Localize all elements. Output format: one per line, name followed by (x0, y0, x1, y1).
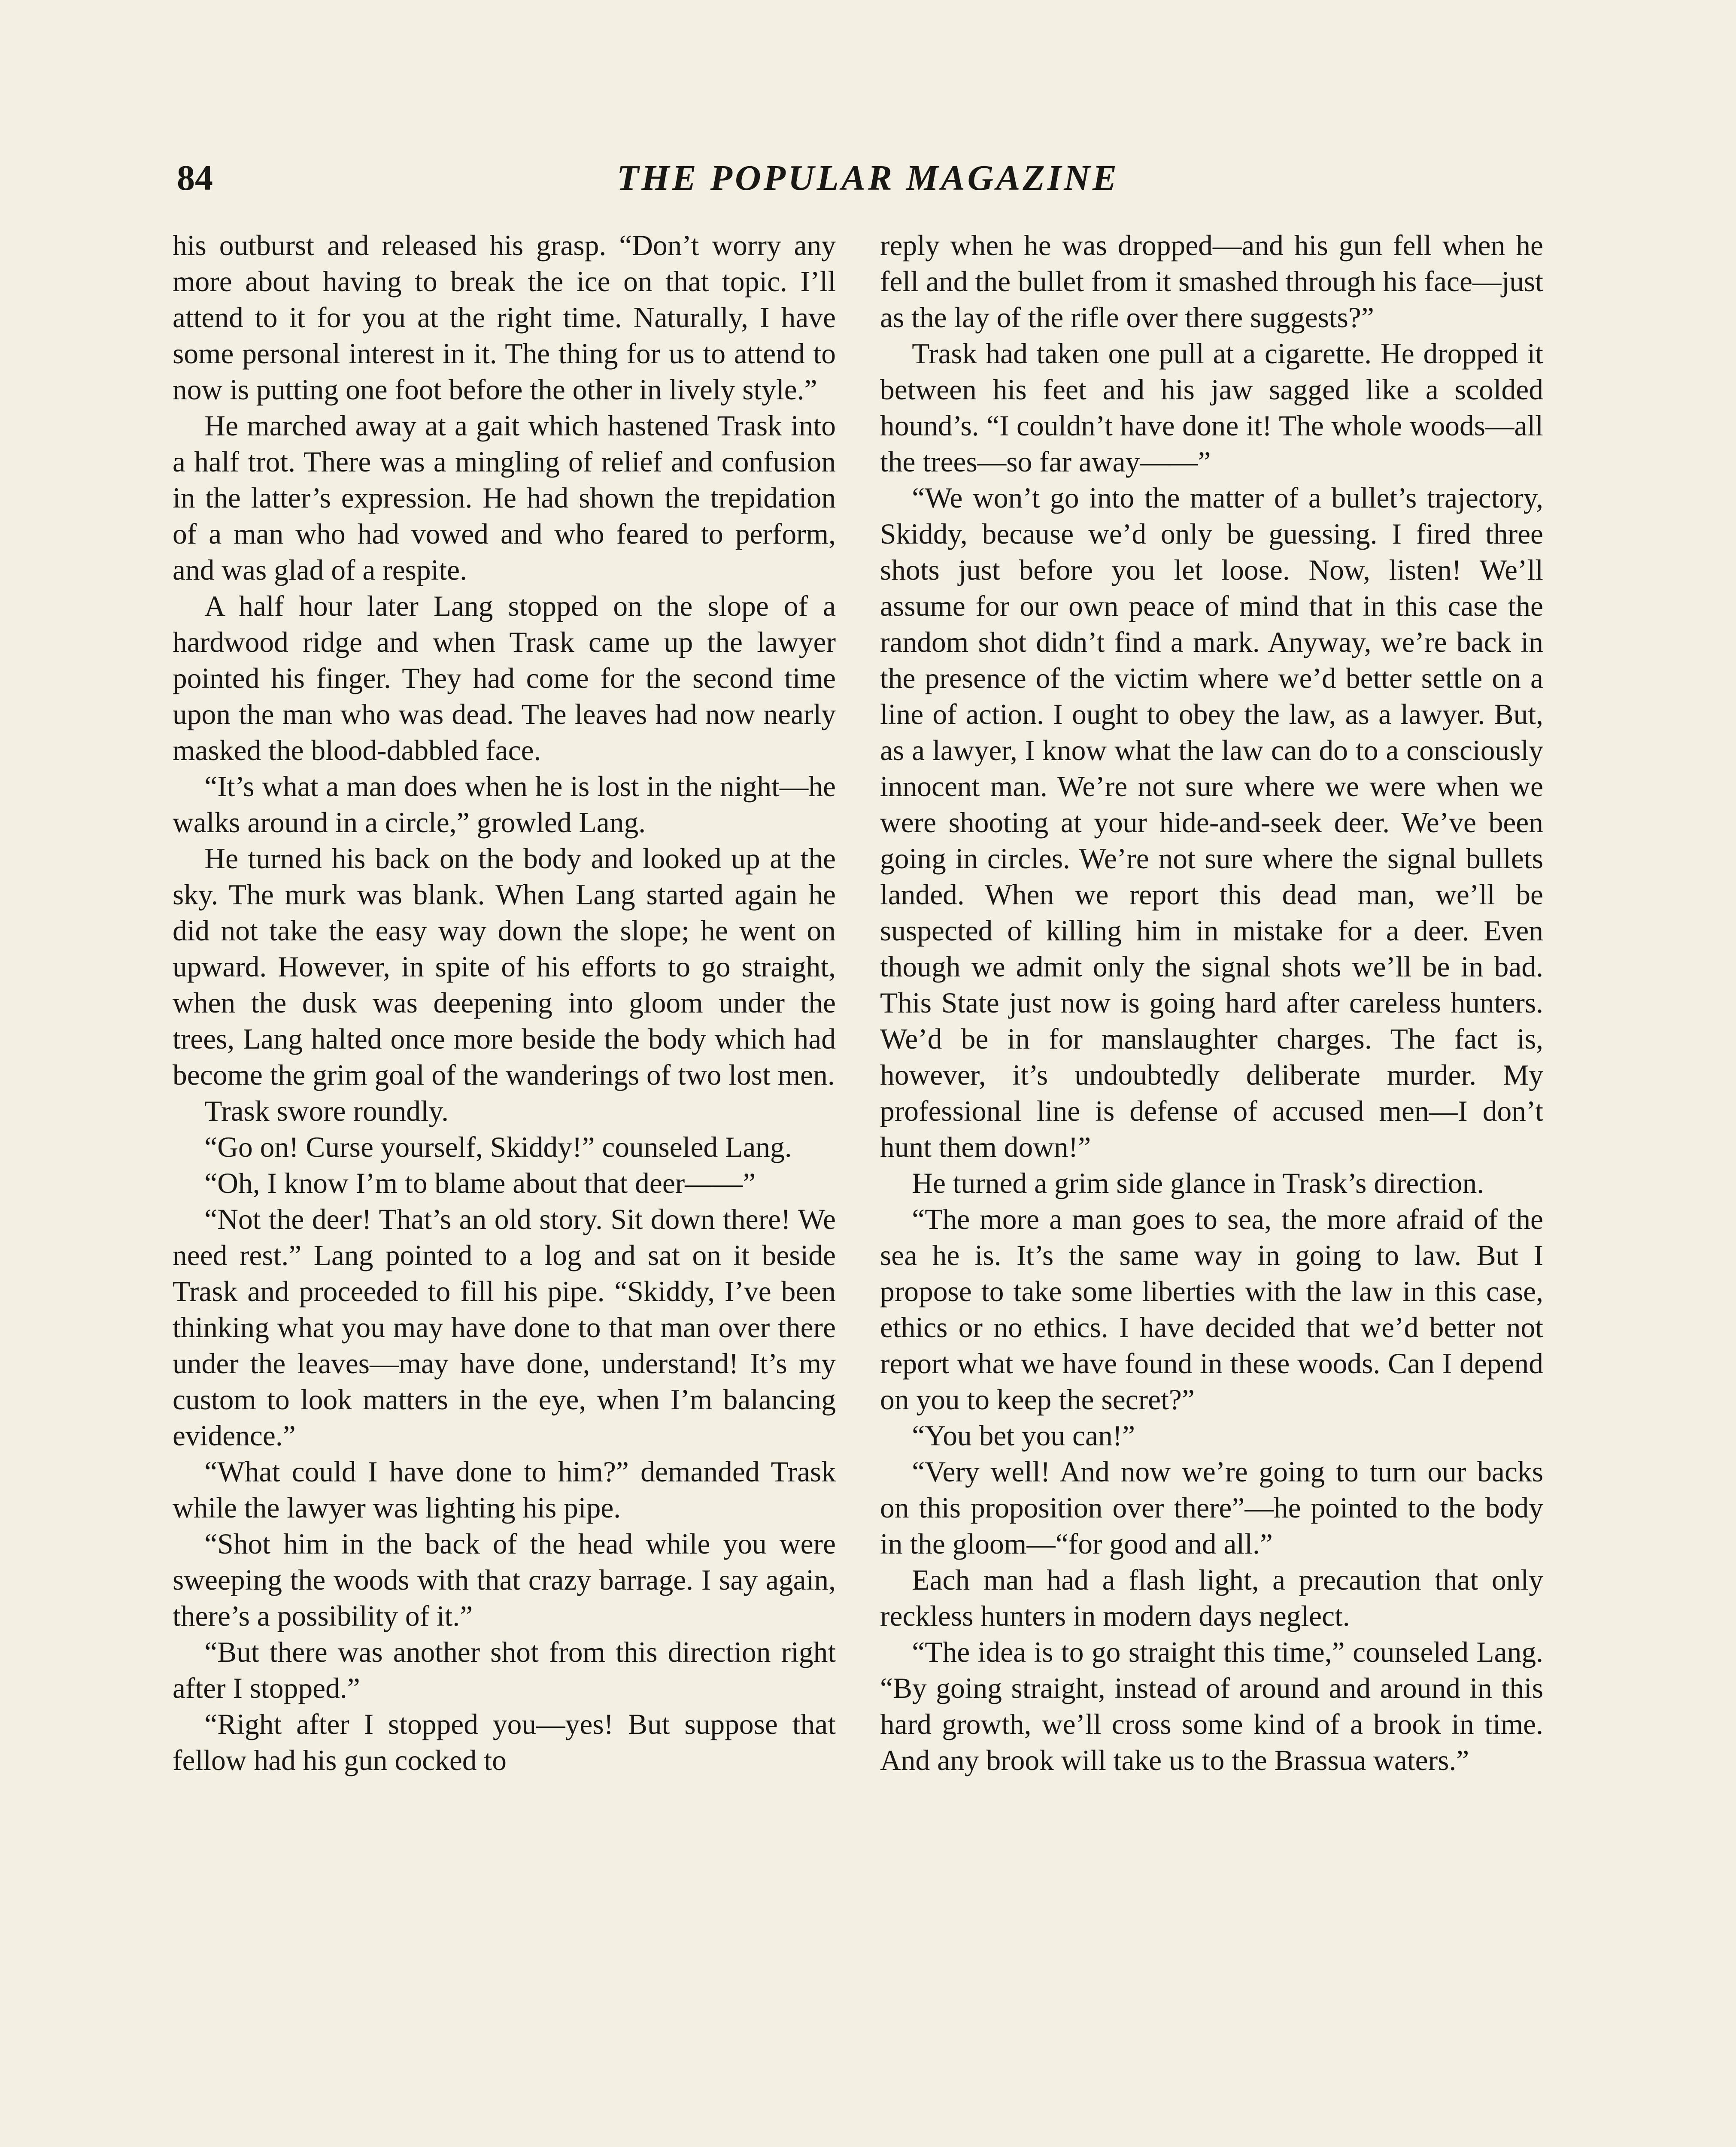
paragraph: “Right after I stopped you—yes! But suppose that fellow had his gun cocked to (173, 1708, 836, 1776)
paragraph: his outburst and released his grasp. “Don’t worry any more about having to break the ice on that topic. I’ll attend to it for you at the right time. Naturally, I have some personal interest in it. The thing for us to attend to now is putting one foot before the other in lively style.” (173, 229, 836, 406)
paragraph: Trask had taken one pull at a cigarette. He dropped it between his feet and his jaw sagged like a scolded hound’s. “I couldn’t have done it! The whole woods—all the trees—so far away——” (880, 338, 1543, 478)
paragraph: “But there was another shot from this direction right after I stopped.” (173, 1636, 836, 1704)
paragraph: He turned his back on the body and looked up at the sky. The murk was blank. When Lang started again he did not take the easy way down the slope; he went on upward. However, in spite of his efforts to go straight, when the dusk was deepening into gloom under the trees, Lang halted once more beside the body which had become the grim goal of the wanderings of two lost men. (173, 842, 836, 1091)
paragraph: “Not the deer! That’s an old story. Sit down there! We need rest.” Lang pointed to a log and sat on it beside Trask and proceeded to fill his pipe. “Skiddy, I’ve been thinking what you may have done to that man over there under the leaves—may have done, understand! It’s my custom to look matters in the eye, when I’m balancing evidence.” (173, 1203, 836, 1452)
left-column (173, 228, 836, 1779)
paragraph: “It’s what a man does when he is lost in the night—he walks around in a circle,” growled Lang. (173, 770, 836, 839)
page-number: 84 (177, 158, 213, 198)
paragraph: “The more a man goes to sea, the more afraid of the sea he is. It’s the same way in going to law. But I propose to take some liberties with the law in this case, ethics or no ethics. I have decided that we’d better not report what we have found in these woods. Can I depend on you to keep the secret?” (880, 1203, 1543, 1416)
right-column (880, 228, 1543, 1779)
paragraph: reply when he was dropped—and his gun fell when he fell and the bullet from it smashed through his face—just as the lay of the rifle over there suggests?” (880, 229, 1543, 334)
paragraph: Trask swore roundly. (204, 1095, 449, 1127)
paragraph: A half hour later Lang stopped on the slope of a hardwood ridge and when Trask came up the lawyer pointed his finger. They had come for the second time upon the man who was dead. The leaves had now nearly masked the blood-dabbled face. (173, 590, 836, 766)
paragraph: “You bet you can!” (912, 1420, 1135, 1452)
paragraph: “We won’t go into the matter of a bullet’s trajectory, Skiddy, because we’d only be guessing. I fired three shots just before you let loose. Now, listen! We’ll assume for our own peace of mind that in this case the random shot didn’t find a mark. Anyway, we’re back in the presence of the victim where we’d better settle on a line of action. I ought to obey the law, as a lawyer. But, as a lawyer, I know what the law can do to a consciously innocent man. We’re not sure where we were when we were shooting at your hide-and-seek deer. We’ve been going in circles. We’re not sure where the signal bullets landed. When we report this dead man, we’ll be suspected of killing him in mistake for a deer. Even though we admit only the signal shots we’ll be in bad. This State just now is going hard after careless hunters. We’d be in for manslaughter charges. The fact is, however, it’s undoubtedly deliberate murder. My professional line is defense of accused men—I don’t hunt them down!” (880, 482, 1543, 1163)
paragraph: “Oh, I know I’m to blame about that deer——” (204, 1167, 756, 1199)
paragraph: “The idea is to go straight this time,” counseled Lang. “By going straight, instead of around and around in this hard growth, we’ll cross some kind of a brook in time. And any brook will take us to the Brassua waters.” (880, 1636, 1543, 1776)
paragraph: “Very well! And now we’re going to turn our backs on this proposition over there”—he pointed to the body in the gloom—“for good and all.” (880, 1456, 1543, 1560)
paragraph: “Go on! Curse yourself, Skiddy!” counseled Lang. (204, 1131, 792, 1163)
paragraph: Each man had a flash light, a precaution that only reckless hunters in modern days neglect. (880, 1564, 1543, 1632)
paragraph: “Shot him in the back of the head while you were sweeping the woods with that crazy barrage. I say again, there’s a possibility of it.” (173, 1528, 836, 1632)
paragraph: He marched away at a gait which hastened Trask into a half trot. There was a mingling of relief and confusion in the latter’s expression. He had shown the trepidation of a man who had vowed and who feared to perform, and was glad of a respite. (173, 410, 836, 586)
paragraph: “What could I have done to him?” demanded Trask while the lawyer was lighting his pipe. (173, 1456, 836, 1524)
paragraph: He turned a grim side glance in Trask’s direction. (912, 1167, 1484, 1199)
running-title: THE POPULAR MAGAZINE (616, 158, 1120, 198)
page-header (177, 148, 1559, 208)
